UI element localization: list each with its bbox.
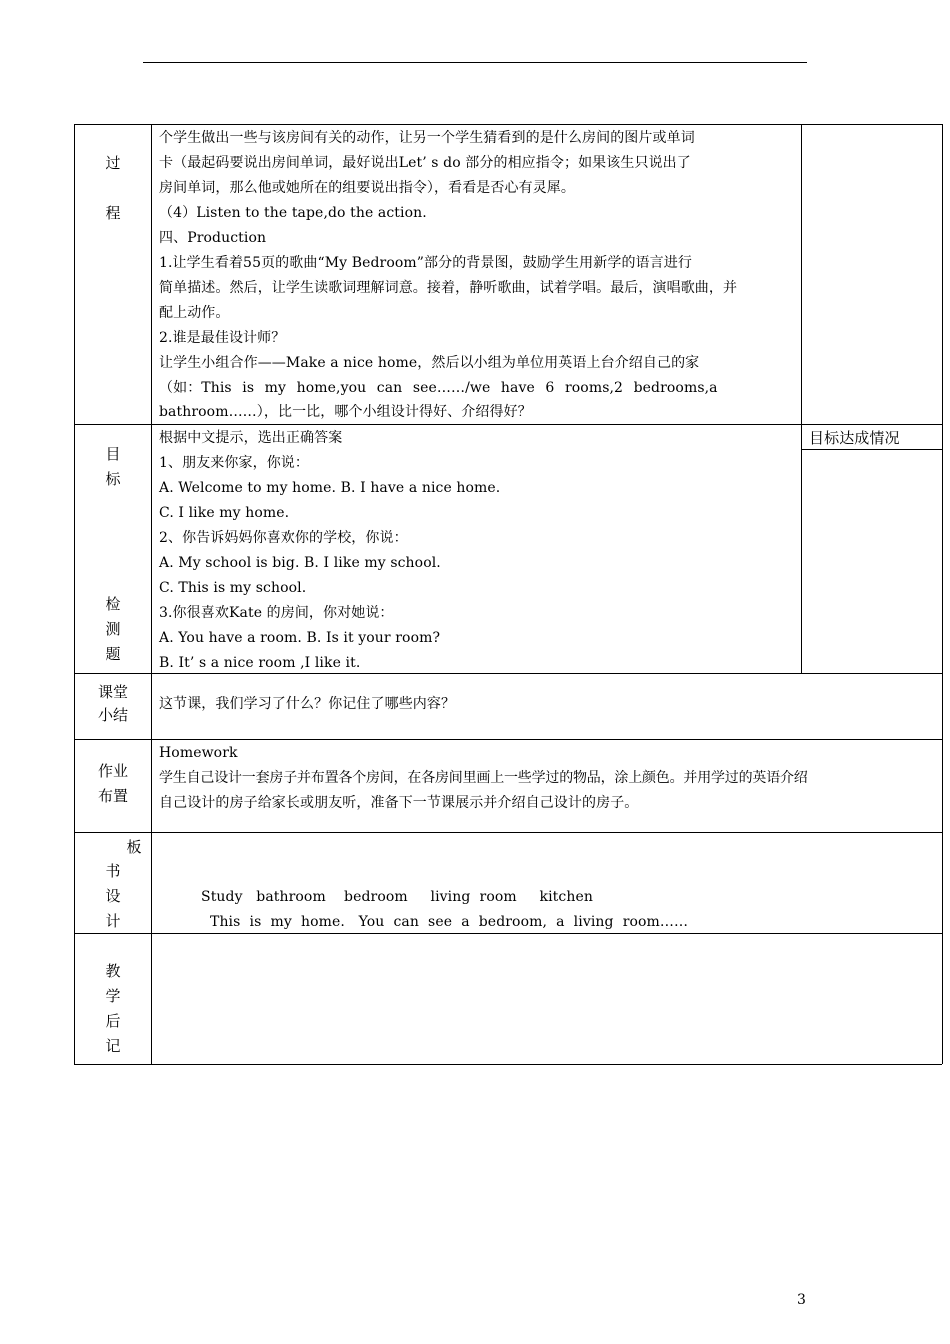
- process-label-top: 过: [105, 154, 121, 172]
- test-line-4: C. I like my home.: [159, 505, 290, 521]
- process-line-11: （如：This is my home,you can see……/we have 6 rooms,2 bedrooms,a: [159, 380, 718, 396]
- process-line-12: bathroom……），比一比，哪个小组设计得好、介绍得好？: [159, 404, 532, 420]
- process-line-1: 个学生做出一些与该房间有关的动作，让另一个学生猜看到的是什么房间的图片或单词: [159, 130, 695, 146]
- test-line-3: A. Welcome to my home. B. I have a nice home.: [159, 480, 501, 496]
- process-line-2: 卡（最起码要说出房间单词，最好说出Let’ s do 部分的相应指令；如果该生只说出了: [159, 155, 691, 171]
- test-line-9: A. You have a room. B. Is it your room?: [159, 630, 441, 646]
- test-label-3: 检: [105, 595, 121, 613]
- process-line-9: 2.谁是最佳设计师？: [159, 330, 286, 346]
- process-line-10: 让学生小组合作——Make a nice home，然后以小组为单位用英语上台介绍自己的家: [159, 355, 700, 371]
- summary-label-1: 课堂: [97, 683, 128, 701]
- board-label-1: 板: [126, 838, 142, 856]
- test-label-1: 目: [105, 445, 121, 463]
- board-line-2: This is my home. You can see a bedroom, a living room……: [210, 914, 689, 930]
- test-line-2: 1、朋友来你家，你说：: [159, 455, 310, 471]
- test-label-5: 题: [105, 645, 121, 663]
- homework-line-3: 自己设计的房子给家长或朋友听，准备下一节课展示并介绍自己设计的房子。: [159, 795, 639, 811]
- board-label-2: 书: [105, 862, 121, 880]
- reflection-label-1: 教: [105, 962, 121, 980]
- process-line-6: 1.让学生看着55页的歌曲“My Bedroom”部分的背景图，鼓励学生用新学的语言进行: [159, 255, 692, 271]
- test-line-7: C. This is my school.: [159, 580, 307, 596]
- reflection-label-3: 后: [105, 1012, 121, 1030]
- test-label-2: 标: [105, 470, 121, 488]
- test-line-5: 2、你告诉妈妈你喜欢你的学校，你说：: [159, 530, 408, 546]
- reflection-label-2: 学: [105, 987, 121, 1005]
- test-line-6: A. My school is big. B. I like my school.: [159, 555, 441, 571]
- process-line-5: 四、Production: [159, 230, 267, 246]
- process-line-8: 配上动作。: [159, 305, 230, 321]
- process-line-3: 房间单词，那么他或她所在的组要说出指令），看看是否心有灵犀。: [159, 180, 575, 196]
- board-label-4: 计: [105, 912, 121, 930]
- reflection-label-4: 记: [105, 1037, 121, 1055]
- page-number: 3: [797, 1292, 806, 1308]
- board-label-3: 设: [105, 887, 121, 905]
- goal-status-header: 目标达成情况: [809, 429, 900, 447]
- homework-label-1: 作业: [97, 762, 128, 780]
- test-label-4: 测: [105, 620, 121, 638]
- board-line-1: Study bathroom bedroom living room kitchen: [201, 889, 593, 905]
- homework-label-2: 布置: [97, 787, 128, 805]
- homework-line-2: 学生自己设计一套房子并布置各个房间，在各房间里画上一些学过的物品，涂上颜色。并用学过的英语介绍: [159, 770, 808, 786]
- process-line-4: （4）Listen to the tape,do the action.: [159, 205, 427, 221]
- test-line-8: 3.你很喜欢Kate 的房间，你对她说：: [159, 605, 394, 621]
- test-line-1: 根据中文提示，选出正确答案: [159, 430, 343, 446]
- process-line-7: 简单描述。然后，让学生读歌词理解词意。接着，静听歌曲，试着学唱。最后，演唱歌曲，并: [159, 280, 738, 296]
- summary-text: 这节课，我们学习了什么？你记住了哪些内容？: [159, 696, 456, 712]
- summary-label-2: 小结: [97, 706, 128, 724]
- process-label-bottom: 程: [105, 204, 121, 222]
- header-rule: [143, 62, 807, 63]
- homework-line-1: Homework: [159, 745, 238, 761]
- test-line-10: B. It’ s a nice room ,I like it.: [159, 655, 361, 671]
